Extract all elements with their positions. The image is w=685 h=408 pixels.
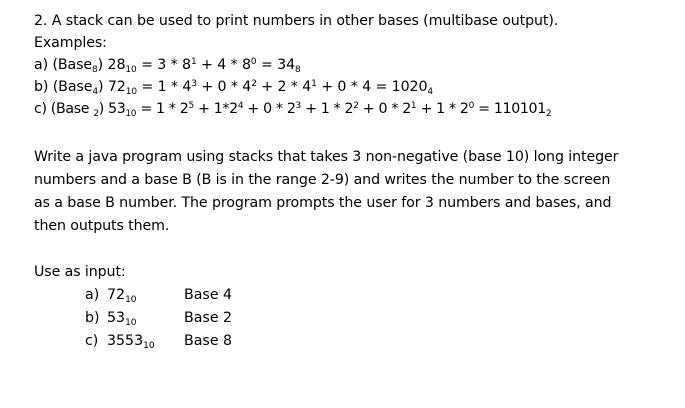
example-b: b) (Base$_4$) $72_{10} = 1 * 4^3 + 0 * 4^2 + 2 * 4^1 + 0 * 4 = 1020_4$ <box>34 79 434 97</box>
problem-title-line <box>34 11 558 31</box>
paragraph-line: as a base B number. The program prompts the user for 3 numbers and bases, and <box>34 195 612 211</box>
problem-title: A stack can be used to print numbers in other bases (multibase output). <box>51 13 559 29</box>
paragraph-line: numbers and a base B (B is in the range 2-9) and writes the number to the screen <box>34 172 611 188</box>
input-label: Use as input: <box>34 264 126 280</box>
input-item: a) $72_{10}$ Base 4 <box>85 287 233 305</box>
input-item: b) $53_{10}$ Base 2 <box>85 310 233 328</box>
examples-label: Examples: <box>34 35 107 51</box>
example-c: c) (Base $_2$) $53_{10} = 1 * 2^5 + 1*2^4 + 0 * 2^3 + 1 * 2^2 + 0 * 2^1 + 1 * 2^0 = 110101_2$ <box>34 101 552 119</box>
problem-number: 2. <box>34 13 48 29</box>
paragraph-line: then outputs them. <box>34 218 170 234</box>
input-item: c) $3553_{10}$ Base 8 <box>85 333 233 351</box>
paragraph-line: Write a java program using stacks that takes 3 non-negative (base 10) long integer <box>34 149 619 165</box>
example-a: a) (Base$_8$) $28_{10} = 3 * 8^1 + 4 * 8^0 = 34_8$ <box>34 57 301 75</box>
